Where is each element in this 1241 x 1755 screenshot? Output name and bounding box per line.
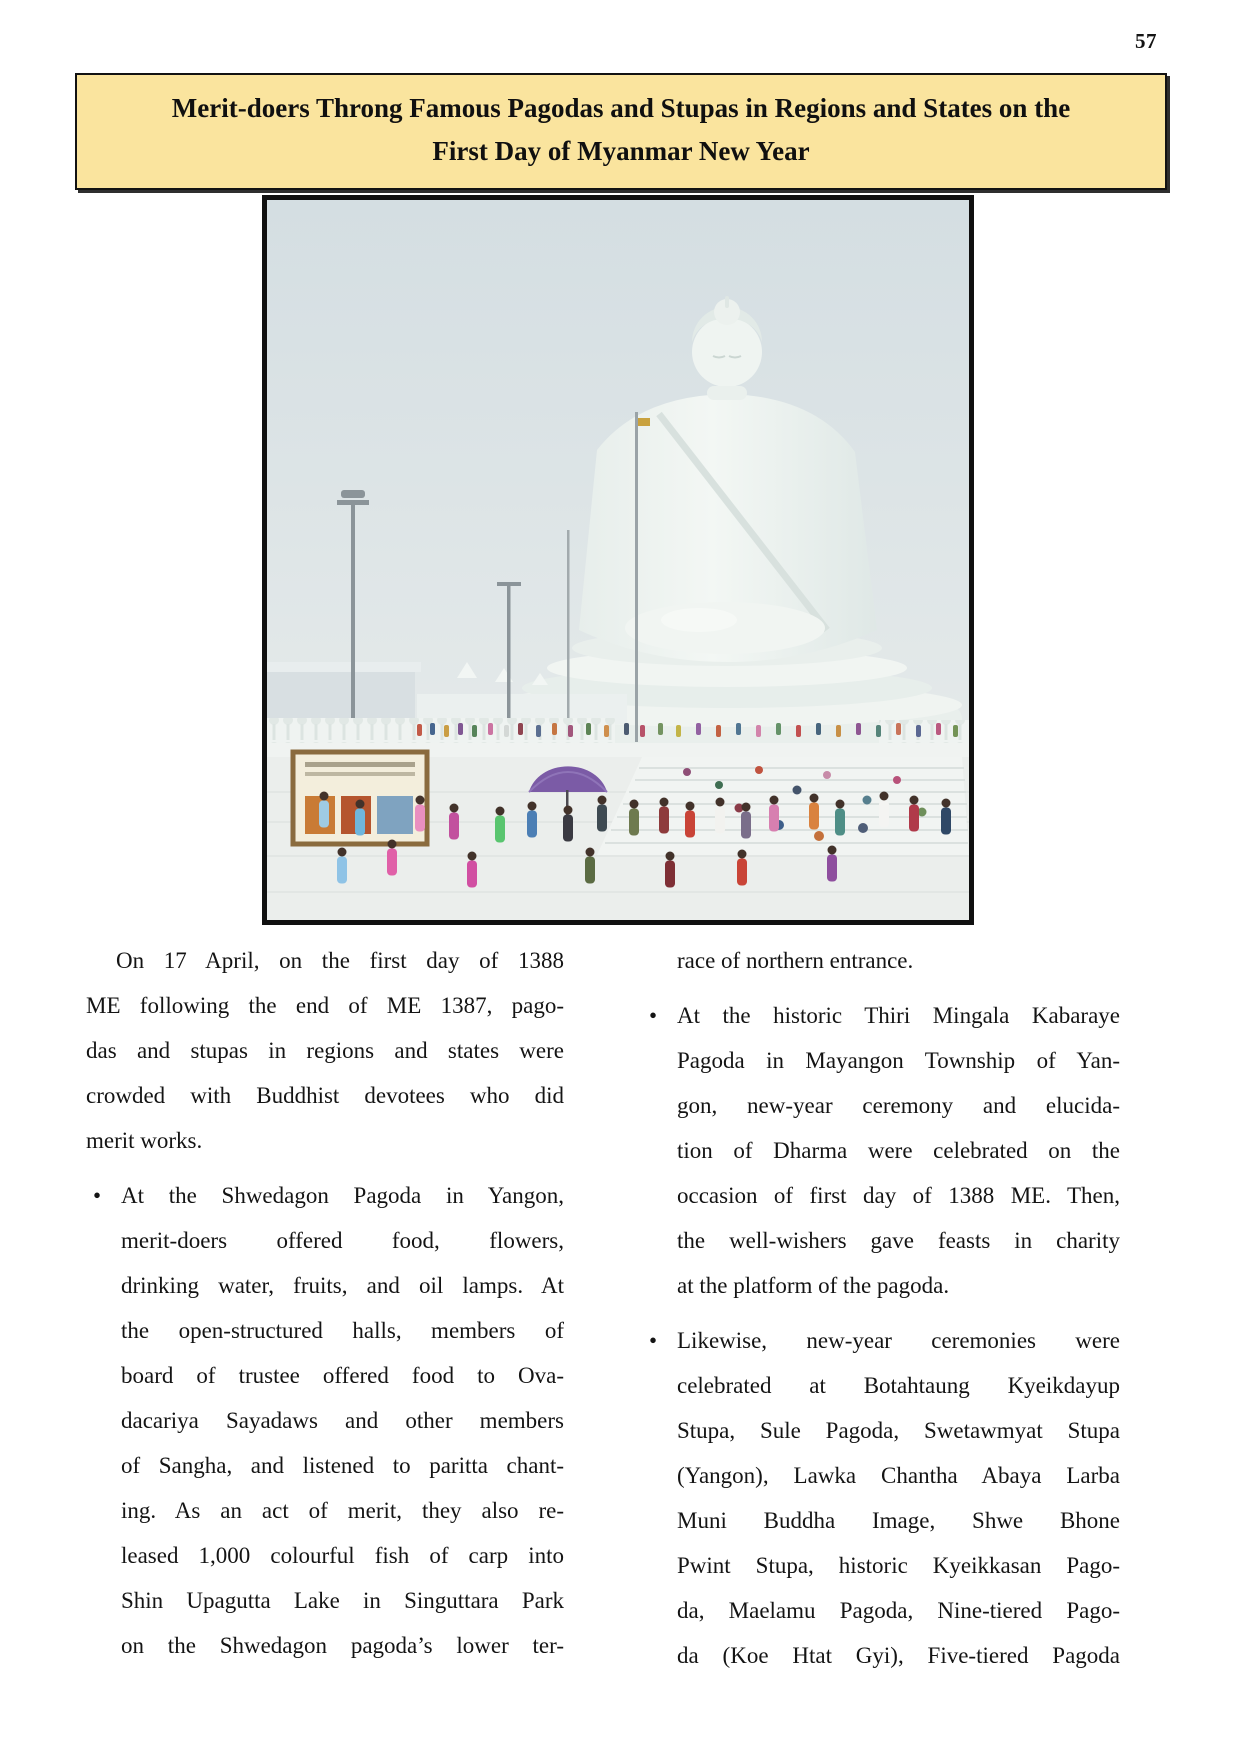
bullet-marker: • xyxy=(649,1003,658,1028)
text-line: da (Koe Htat Gyi), Five-tiered Pagoda xyxy=(677,1643,1120,1668)
text-line: tion of Dharma were celebrated on the xyxy=(677,1138,1120,1163)
bullet-text xyxy=(677,1318,1120,1678)
article-photo xyxy=(262,195,974,925)
text-line: gon, new-year ceremony and elucida- xyxy=(677,1093,1120,1118)
bullet-marker: • xyxy=(649,1328,658,1353)
text-line: leased 1,000 colourful fish of carp into xyxy=(121,1543,564,1568)
text-line: Pagoda in Mayangon Township of Yan- xyxy=(677,1048,1120,1073)
text-line: Stupa, Sule Pagoda, Swetawmyat Stupa xyxy=(677,1418,1120,1443)
article-body xyxy=(86,938,1120,1688)
text-line: crowded with Buddhist devotees who did xyxy=(86,1083,564,1108)
text-line: At the Shwedagon Pagoda in Yangon, xyxy=(121,1183,564,1208)
bullet-item-kabaraye xyxy=(642,993,1120,1308)
text-line: on the Shwedagon pagoda’s lower ter- xyxy=(121,1633,564,1658)
intro-paragraph xyxy=(86,938,564,1163)
text-column-left xyxy=(86,938,564,1688)
title-banner xyxy=(75,73,1167,190)
text-line: das and stupas in regions and states were xyxy=(86,1038,564,1063)
text-line: Pwint Stupa, historic Kyeikkasan Pago- xyxy=(677,1553,1120,1578)
text-line: ME following the end of ME 1387, pago- xyxy=(86,993,564,1018)
text-line: At the historic Thiri Mingala Kabaraye xyxy=(677,1003,1120,1028)
text-line: race of northern entrance. xyxy=(677,948,914,973)
article-title-line-2: First Day of Myanmar New Year xyxy=(432,136,810,166)
bullet-item-likewise xyxy=(642,1318,1120,1678)
text-line: board of trustee offered food to Ova- xyxy=(121,1363,564,1388)
text-line: ing. As an act of merit, they also re- xyxy=(121,1498,564,1523)
text-line: dacariya Sayadaws and other members xyxy=(121,1408,564,1433)
bullet-continuation xyxy=(642,938,1120,983)
bullet-text xyxy=(121,1173,564,1668)
text-line: Shin Upagutta Lake in Singuttara Park xyxy=(121,1588,564,1613)
photo-illustration xyxy=(267,200,969,920)
text-line: (Yangon), Lawka Chantha Abaya Larba xyxy=(677,1463,1120,1488)
text-line: celebrated at Botahtaung Kyeikdayup xyxy=(677,1373,1120,1398)
text-line: of Sangha, and listened to paritta chant- xyxy=(121,1453,564,1478)
text-line: On 17 April, on the first day of 1388 xyxy=(116,948,564,973)
text-line: the open-structured halls, members of xyxy=(121,1318,564,1343)
text-column-right xyxy=(642,938,1120,1688)
bullet-text xyxy=(677,993,1120,1308)
text-line: Muni Buddha Image, Shwe Bhone xyxy=(677,1508,1120,1533)
page-number: 57 xyxy=(1135,29,1157,53)
article-title-line-1: Merit-doers Throng Famous Pagodas and Stupas in Regions and States on the xyxy=(171,93,1071,123)
text-line: at the platform of the pagoda. xyxy=(677,1273,950,1298)
text-line: the well-wishers gave feasts in charity xyxy=(677,1228,1120,1253)
bullet-item-shwedagon xyxy=(86,1173,564,1668)
text-line: merit works. xyxy=(86,1128,203,1153)
text-line: da, Maelamu Pagoda, Nine-tiered Pago- xyxy=(677,1598,1120,1623)
text-line: drinking water, fruits, and oil lamps. At xyxy=(121,1273,564,1298)
bullet-marker: • xyxy=(93,1183,102,1208)
text-line: occasion of first day of 1388 ME. Then, xyxy=(677,1183,1120,1208)
text-line: Likewise, new-year ceremonies were xyxy=(677,1328,1120,1353)
text-line: merit-doers offered food, flowers, xyxy=(121,1228,564,1253)
